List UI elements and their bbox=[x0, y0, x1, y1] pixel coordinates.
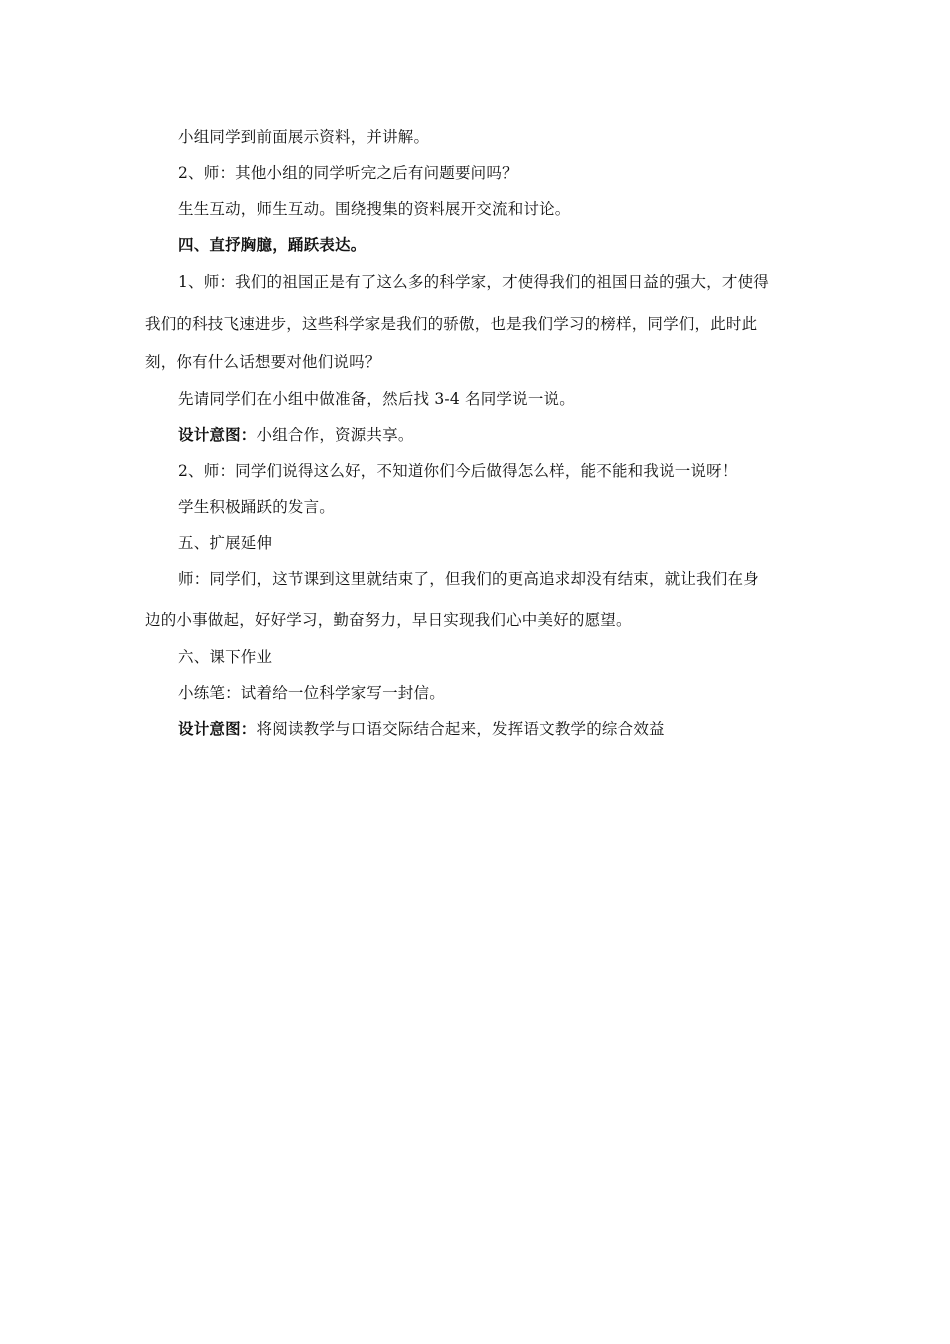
paragraph bbox=[178, 569, 759, 589]
paragraph-text: 生生互动，师生互动。围绕搜集的资料展开交流和讨论。 bbox=[178, 200, 571, 218]
section-heading-text: 四、直抒胸臆，踊跃表达。 bbox=[178, 235, 367, 254]
paragraph-text: 先请同学们在小组中做准备，然后找 3-4 名同学说一说。 bbox=[178, 390, 575, 408]
paragraph bbox=[178, 199, 571, 219]
paragraph bbox=[178, 461, 738, 481]
paragraph-text: 学生积极踊跃的发言。 bbox=[178, 498, 336, 516]
paragraph-text: 刻，你有什么话想要对他们说吗？ bbox=[145, 353, 381, 371]
paragraph bbox=[178, 127, 429, 147]
design-intent-text: 小组合作，资源共享。 bbox=[256, 426, 414, 444]
paragraph-continuation bbox=[145, 352, 381, 372]
paragraph-continuation bbox=[145, 314, 757, 334]
paragraph bbox=[178, 497, 335, 517]
design-intent-label: 设计意图： bbox=[178, 719, 257, 738]
design-intent-label: 设计意图： bbox=[178, 425, 257, 444]
paragraph-text: 1、师：我们的祖国正是有了这么多的科学家，才使得我们的祖国日益的强大，才使得 bbox=[178, 273, 769, 291]
paragraph bbox=[178, 163, 518, 183]
design-intent-note bbox=[178, 719, 665, 739]
section-heading bbox=[178, 533, 272, 553]
section-heading bbox=[178, 647, 272, 667]
paragraph-text: 2、师：其他小组的同学听完之后有问题要问吗？ bbox=[178, 164, 518, 182]
paragraph bbox=[178, 683, 445, 703]
paragraph-text: 小练笔：试着给一位科学家写一封信。 bbox=[178, 684, 445, 702]
paragraph-text: 边的小事做起，好好学习，勤奋努力，早日实现我们心中美好的愿望。 bbox=[145, 611, 632, 629]
paragraph-text: 2、师：同学们说得这么好，不知道你们今后做得怎么样，能不能和我说一说呀！ bbox=[178, 462, 738, 480]
paragraph bbox=[178, 389, 575, 409]
section-heading bbox=[178, 235, 366, 255]
paragraph-text: 师：同学们，这节课到这里就结束了，但我们的更高追求却没有结束，就让我们在身 bbox=[178, 570, 759, 588]
paragraph-continuation bbox=[145, 610, 632, 630]
design-intent-text: 将阅读教学与口语交际结合起来，发挥语文教学的综合效益 bbox=[256, 720, 665, 738]
section-heading-text: 六、课下作业 bbox=[178, 648, 273, 666]
design-intent-note bbox=[178, 425, 414, 445]
section-heading-text: 五、扩展延伸 bbox=[178, 534, 273, 552]
paragraph-text: 小组同学到前面展示资料，并讲解。 bbox=[178, 128, 430, 146]
paragraph bbox=[178, 272, 769, 292]
paragraph-text: 我们的科技飞速进步，这些科学家是我们的骄傲，也是我们学习的榜样，同学们，此时此 bbox=[145, 315, 758, 333]
